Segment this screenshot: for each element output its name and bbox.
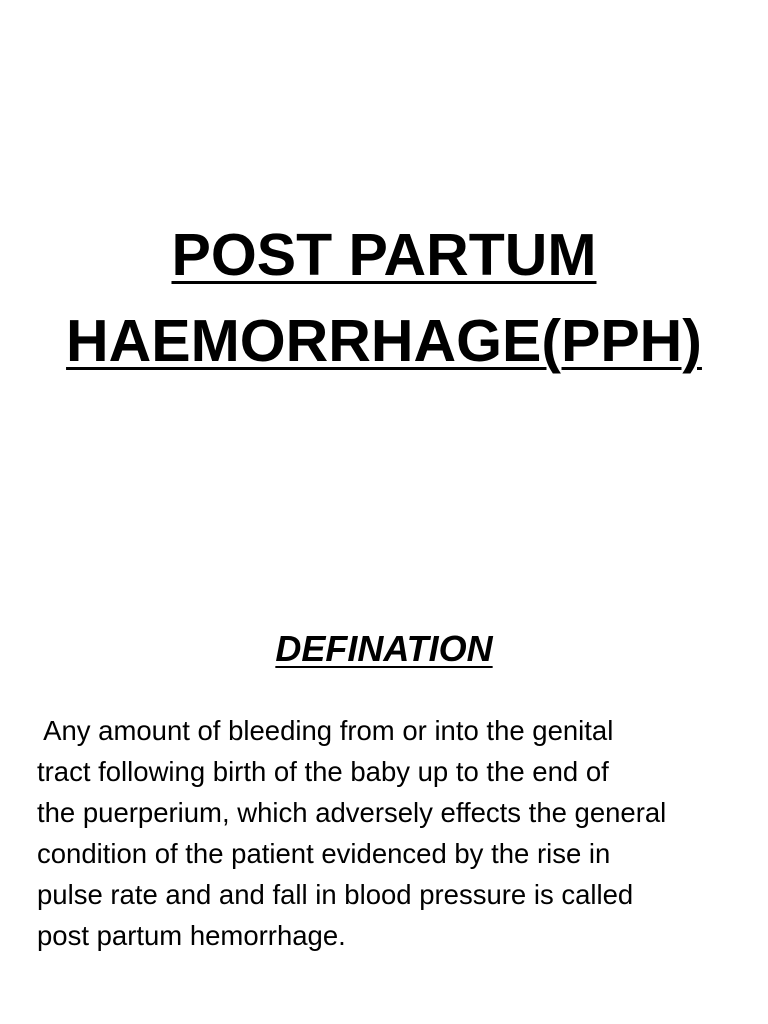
definition-line-6: post partum hemorrhage. [37,920,346,951]
title-line-2: HAEMORRHAGE(PPH) [66,308,702,374]
definition-line-4: condition of the patient evidenced by the rise in [37,838,611,869]
title-line-1: POST PARTUM [171,222,597,288]
section-heading: DEFINATION [275,628,493,669]
definition-line-2: tract following birth of the baby up to the end of [37,756,609,787]
definition-line-3: the puerperium, which adversely effects the general [37,797,667,828]
definition-line-5: pulse rate and and fall in blood pressure is called [37,879,634,910]
definition-text [37,710,763,956]
definition-line-1: Any amount of bleeding from or into the genital [37,715,614,746]
slide-title [0,212,768,384]
